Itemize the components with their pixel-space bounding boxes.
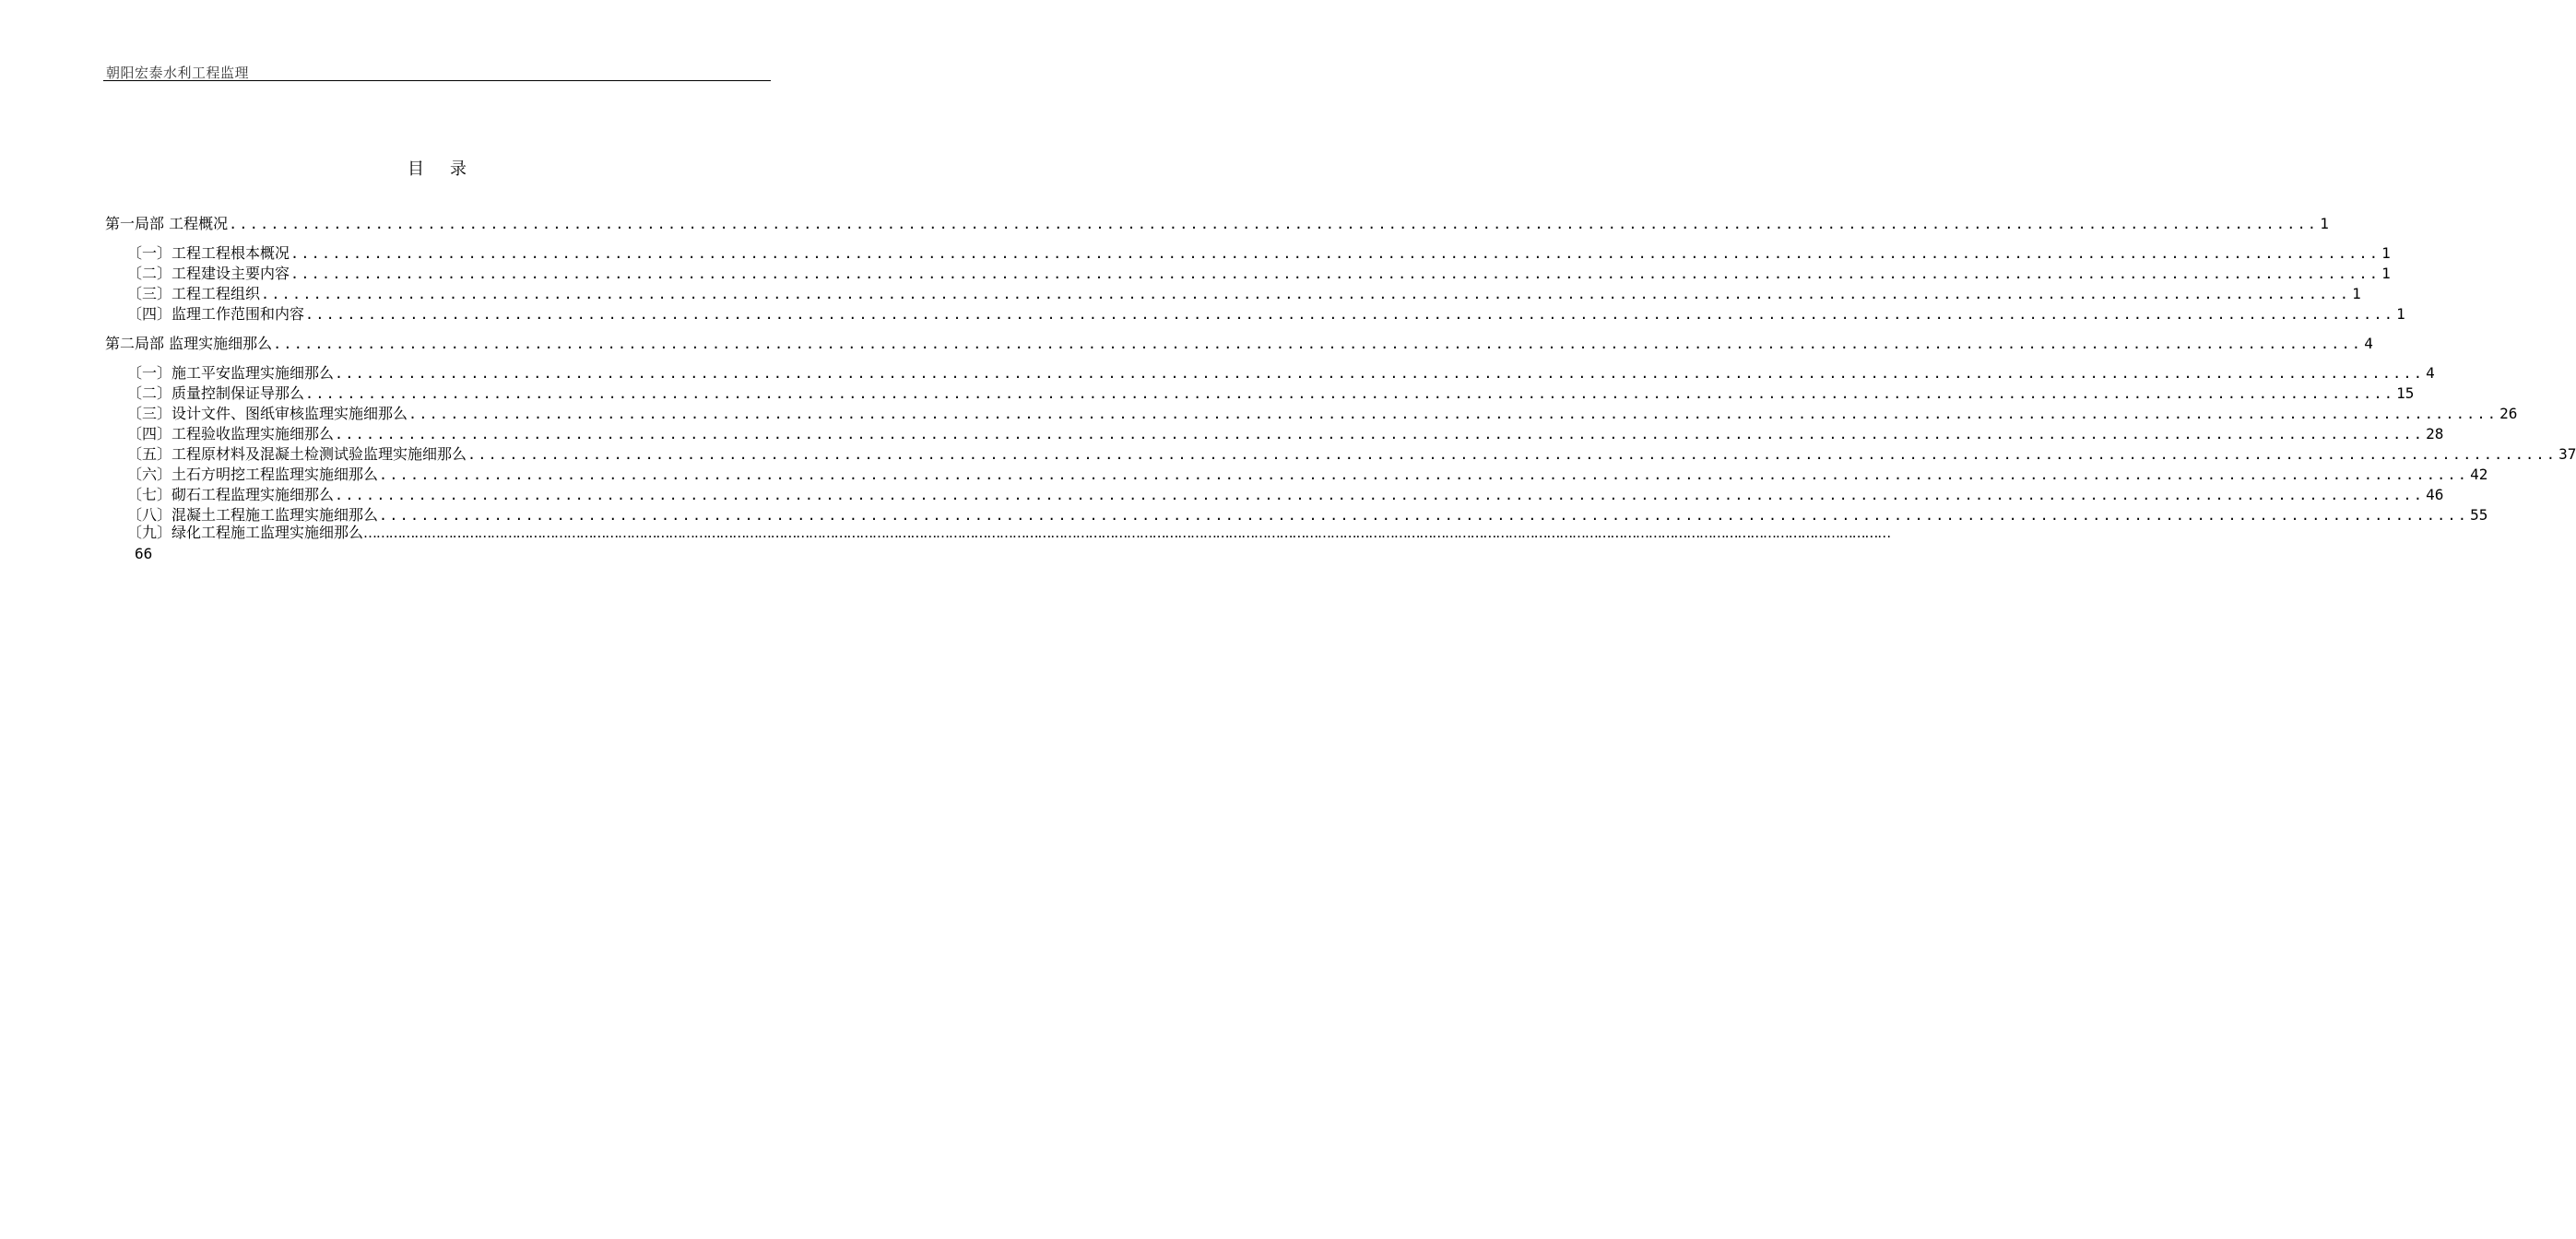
dot-leader: ........................................................................................................................................................................................................: [335, 365, 2425, 382]
toc-entry-label: 〔一〕工程工程根本概况: [127, 244, 290, 262]
toc-page-number: 1: [2320, 215, 2329, 232]
toc-page-number: 1: [2381, 244, 2391, 262]
toc-entry-label: 〔二〕质量控制保证导那么: [127, 384, 305, 402]
toc-entry-2-7[interactable]: [127, 485, 2444, 505]
toc-page-number: 4: [2364, 335, 2373, 352]
dot-leader: ........................................................................................................................................................................................................: [335, 487, 2425, 503]
dot-leader: ........................................................................................................................................................................................................: [305, 306, 2395, 323]
toc-entry-label: 〔六〕土石方明挖工程监理实施细那么: [127, 466, 379, 483]
toc-title: [0, 156, 876, 180]
toc-entry-2-3[interactable]: [127, 404, 2518, 424]
toc-entry-label: 第二局部 监理实施细那么: [105, 335, 273, 352]
toc-entry-label: 〔五〕工程原材料及混凝土检测试验监理实施细那么: [127, 445, 467, 463]
dot-leader: ........................................................................................................................................................................................................: [379, 466, 2469, 483]
toc-entry-label: 〔三〕工程工程组织: [127, 285, 261, 302]
toc-entry-label: 第一局部 工程概况: [105, 215, 229, 232]
toc-entry-label: 〔二〕工程建设主要内容: [127, 265, 290, 282]
dot-leader: ........................................................................................................................................................................................................: [305, 385, 2395, 402]
ellipsis-leader: ………………………………………………………………………………………………………………………………………………………………………………………………………………………………………………………………………………………………………………………………: [363, 525, 1891, 541]
toc-entry-label: 〔四〕工程验收监理实施细那么: [127, 425, 335, 442]
toc-entry-2-4[interactable]: [127, 424, 2444, 444]
toc-entry-2-6[interactable]: [127, 465, 2488, 485]
dot-leader: ........................................................................................................................................................................................................: [261, 286, 2351, 302]
toc-page-number-wrapped[interactable]: 66: [135, 545, 153, 562]
header-divider: [103, 80, 771, 81]
toc-entry-2-5[interactable]: [127, 444, 2576, 465]
toc-entry-2-2[interactable]: [127, 384, 2415, 404]
toc-page-number: 15: [2396, 384, 2415, 402]
toc-entry-1-1[interactable]: [127, 243, 2391, 264]
toc-entry-label: 〔三〕设计文件、图纸审核监理实施细那么: [127, 405, 408, 422]
toc-entry-label: 〔四〕监理工作范围和内容: [127, 305, 305, 323]
toc-page-number: 1: [2352, 285, 2361, 302]
dot-leader: ........................................................................................................................................................................................................: [290, 266, 2381, 282]
toc-page-number: 1: [2396, 305, 2405, 323]
toc-entry-label: 〔七〕砌石工程监理实施细那么: [127, 486, 335, 503]
dot-leader: ........................................................................................................................................................................................................: [290, 245, 2381, 262]
toc-entry-part-2[interactable]: [105, 334, 2373, 354]
toc-entry-1-3[interactable]: [127, 284, 2361, 304]
toc-entry-2-9[interactable]: [127, 523, 1891, 543]
dot-leader: ........................................................................................................................................................................................................: [273, 336, 2363, 352]
toc-entry-2-1[interactable]: [127, 363, 2435, 384]
toc-page-number: 37: [2558, 445, 2576, 463]
toc-page-number: 28: [2426, 425, 2444, 442]
dot-leader: ........................................................................................................................................................................................................: [229, 216, 2319, 232]
toc-page-number: 4: [2426, 364, 2435, 382]
running-header: 朝阳宏泰水利工程监理: [106, 65, 250, 81]
toc-entry-label: 〔八〕混凝土工程施工监理实施细那么: [127, 506, 379, 524]
dot-leader: ........................................................................................................................................................................................................: [467, 446, 2558, 463]
toc-entry-1-2[interactable]: [127, 264, 2391, 284]
toc-page-number: 1: [2381, 265, 2391, 282]
toc-title-char-2: 录: [450, 159, 468, 179]
dot-leader: ........................................................................................................................................................................................................: [335, 426, 2425, 442]
toc-title-char-1: 目: [408, 159, 426, 179]
toc-page-number: 26: [2499, 405, 2518, 422]
toc-entry-label: 〔一〕施工平安监理实施细那么: [127, 364, 335, 382]
dot-leader: ........................................................................................................................................................................................................: [408, 406, 2499, 422]
toc-entry-label: 〔九〕绿化工程施工监理实施细那么: [127, 524, 364, 541]
toc-page-number: 42: [2470, 466, 2488, 483]
toc-entry-1-4[interactable]: [127, 304, 2405, 324]
dot-leader: ........................................................................................................................................................................................................: [379, 507, 2469, 524]
toc-entry-part-1[interactable]: [105, 214, 2329, 234]
toc-page-number: 55: [2470, 506, 2488, 524]
toc-page-number: 46: [2426, 486, 2444, 503]
